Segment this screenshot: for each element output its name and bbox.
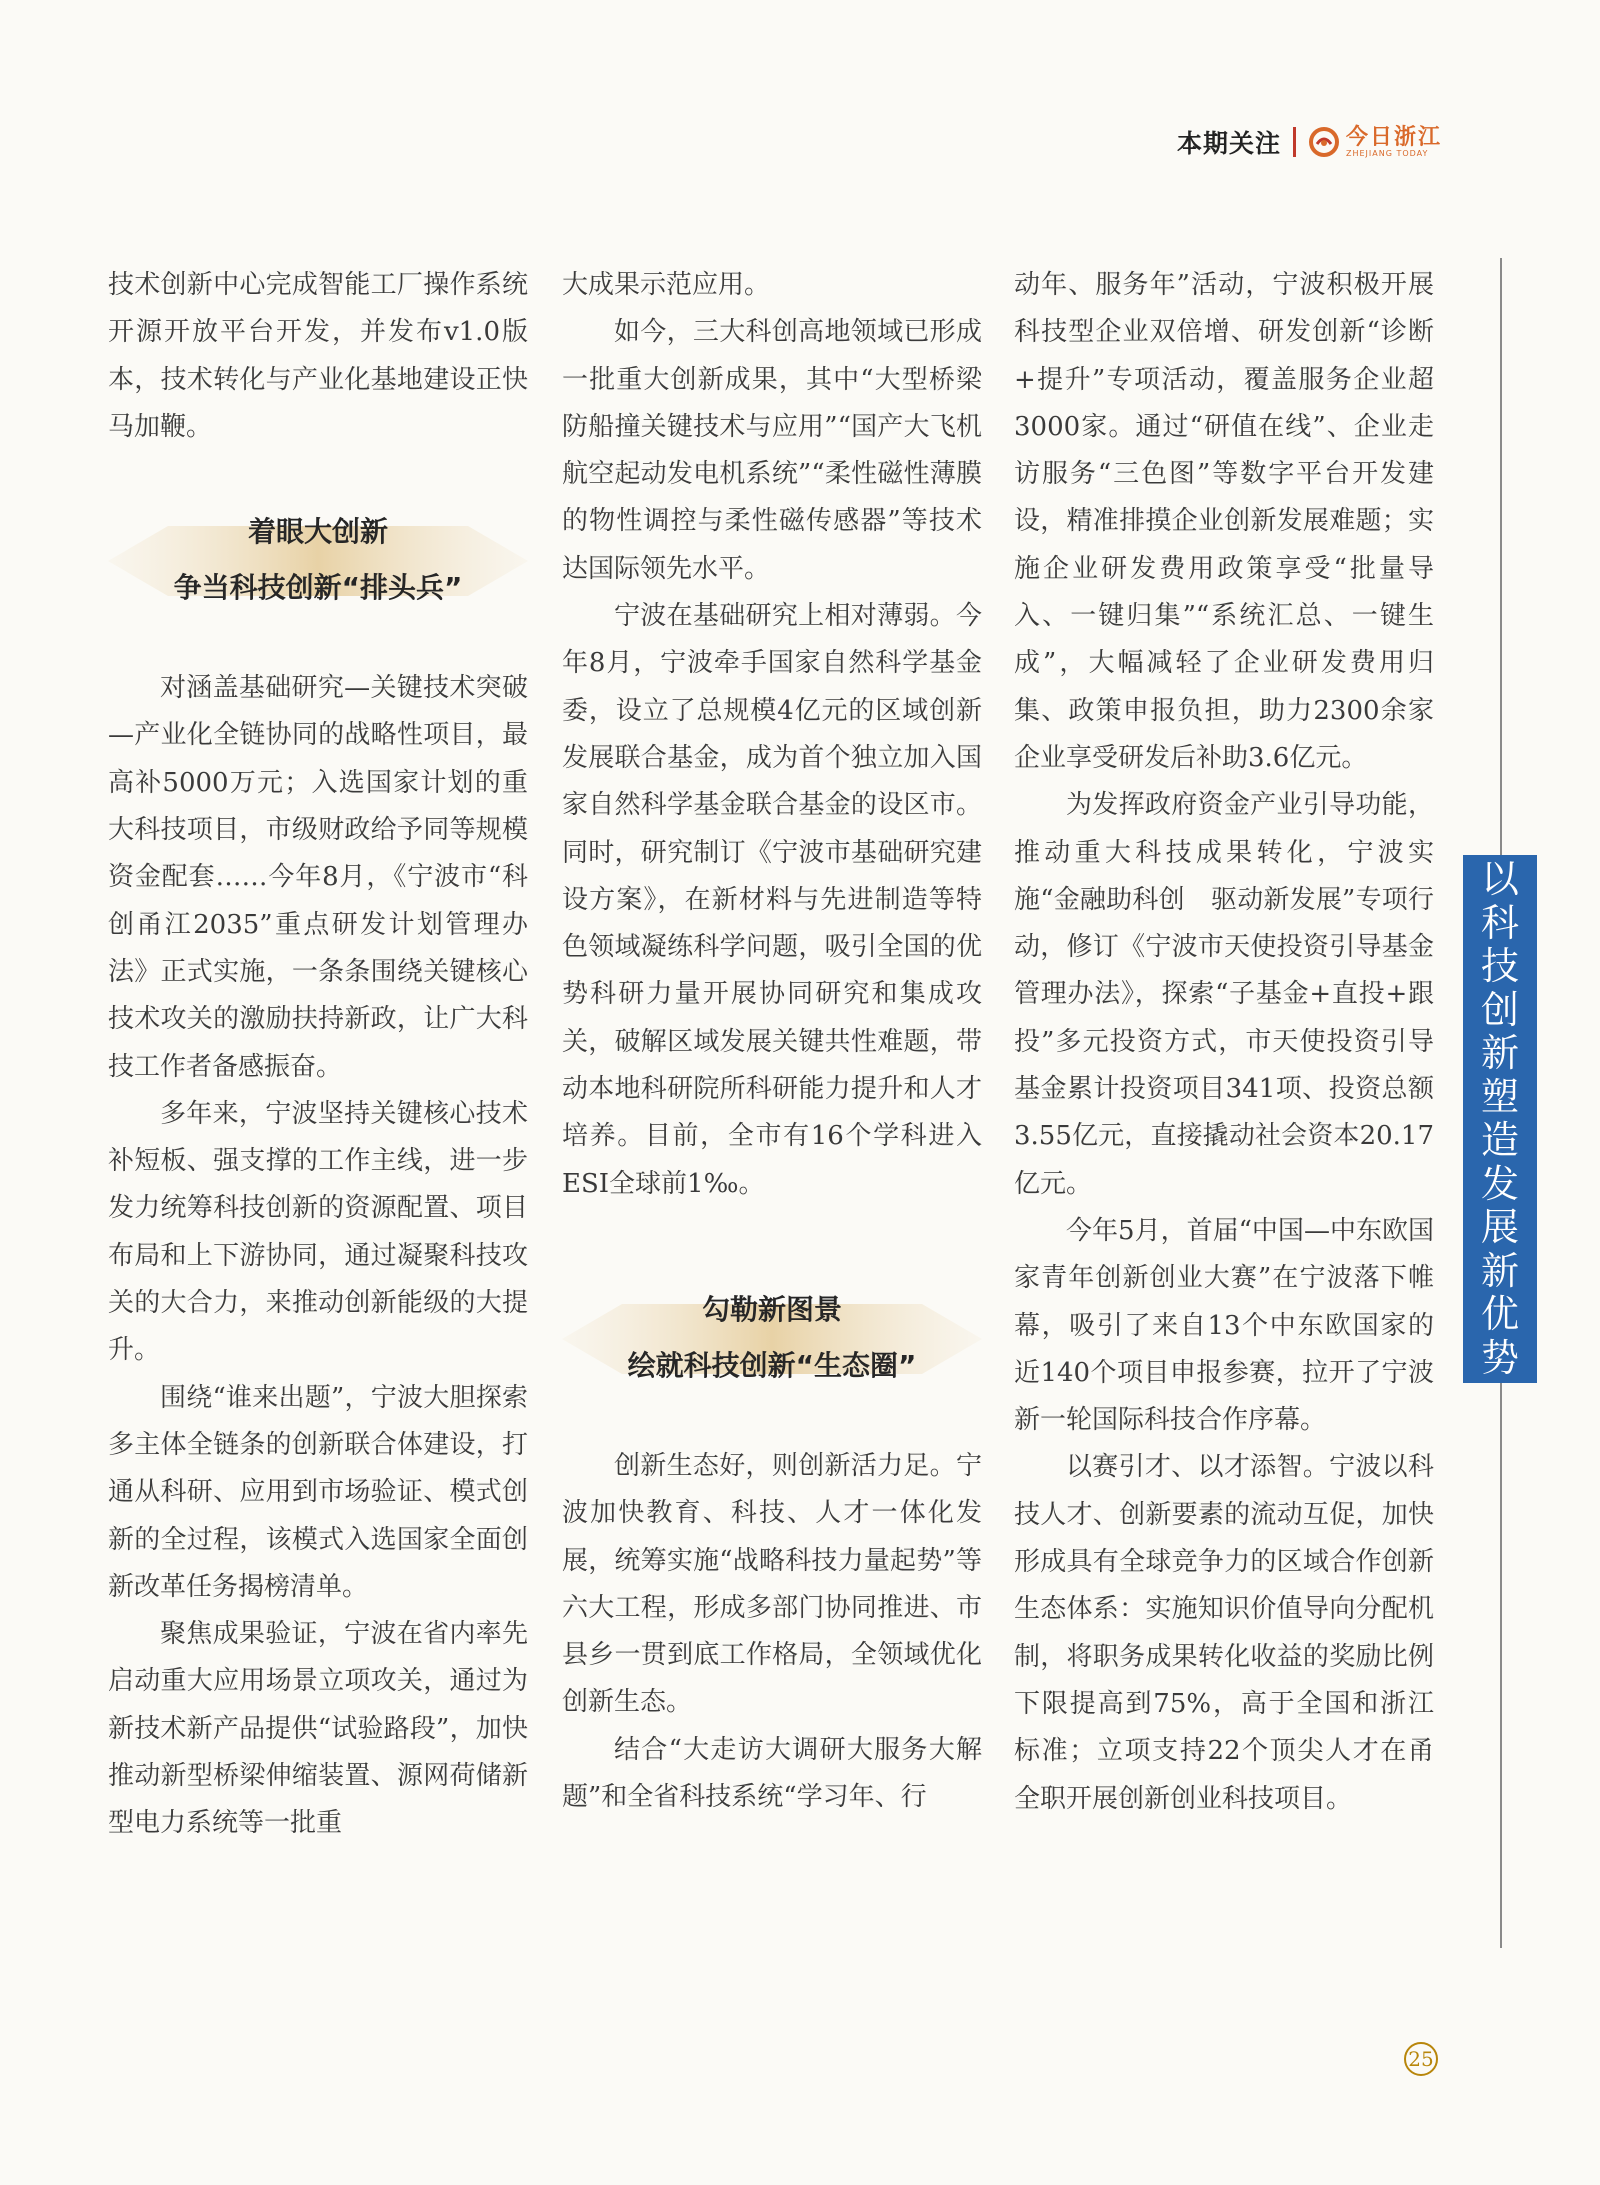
paragraph: 以赛引才、以才添智。宁波以科技人才、创新要素的流动互促，加快形成具有全球竞争力的区域合作创新生态体系：实施知识价值导向分配机制，将职务成果转化收益的奖励比例下限提高到75%，高于全国和浙江标准；立项支持22个顶尖人才在甬全职开展创新创业科技项目。 — [1014, 1452, 1434, 1814]
sidebar-char: 展 — [1480, 1205, 1519, 1249]
paragraph: 为发挥政府资金产业引导功能，推动重大科技成果转化，宁波实施“金融助科创 驱动新发展”专项行动，修订《宁波市天使投资引导基金管理办法》，探索“子基金+直投+跟投”多元投资方式，市天使投资引导基金累计投资项目341项、投资总额3.55亿元，直接撬动社会资本20.17亿元。 — [1014, 790, 1434, 1199]
page-number: 25 — [1404, 2042, 1438, 2076]
heading-line-2: 争当科技创新“排头兵” — [173, 571, 463, 605]
sidebar-char: 优 — [1480, 1292, 1519, 1336]
paragraph: 今年5月，首届“中国—中东欧国家青年创新创业大赛”在宁波落下帷幕，吸引了来自13个中东欧国家的近140个项目申报参赛，拉开了宁波新一轮国际科技合作序幕。 — [1014, 1215, 1434, 1436]
sidebar-char: 新 — [1480, 1031, 1519, 1075]
heading-line-1: 勾勒新图景 — [701, 1292, 842, 1326]
sidebar-char: 科 — [1480, 900, 1519, 945]
sidebar-char: 造 — [1480, 1118, 1519, 1162]
section-heading — [108, 488, 528, 634]
paragraph: 大成果示范应用。 — [562, 270, 771, 300]
paragraph: 技术创新中心完成智能工厂操作系统开源开放平台开发，并发布v1.0版本，技术转化与产业化基地建设正快马加鞭。 — [108, 270, 528, 442]
paragraph: 宁波在基础研究上相对薄弱。今年8月，宁波牵手国家自然科学基金委，设立了总规模4亿元的区域创新发展联合基金，成为首个独立加入国家自然科学基金联合基金的设区市。同时，研究制订《宁波市基础研究建设方案》，在新材料与先进制造等特色领域凝练科学问题，吸引全国的优势科研力量开展协同研究和集成攻关，破解区域发展关键共性难题，带动本地科研院所科研能力提升和人才培养。目前，全市有16个学科进入ESI全球前1‰。 — [562, 601, 982, 1199]
paragraph: 如今，三大科创高地领域已形成一批重大创新成果，其中“大型桥梁防船撞关键技术与应用”“国产大飞机航空起动发电机系统”“柔性磁性薄膜的物性调控与柔性磁传感器”等技术达国际领先水平。 — [562, 317, 982, 584]
heading-line-2: 绘就科技创新“生态圈” — [627, 1348, 917, 1382]
sidebar-char: 势 — [1480, 1335, 1519, 1380]
sidebar-char: 发 — [1480, 1161, 1519, 1206]
section-label: 本期关注 — [1176, 129, 1281, 158]
page-header — [1177, 118, 1442, 166]
paragraph: 围绕“谁来出题”，宁波大胆探索多主体全链条的创新联合体建设，打通从科研、应用到市场验证、模式创新的全过程，该模式入选国家全面创新改革任务揭榜清单。 — [108, 1382, 528, 1602]
column-2 — [562, 262, 982, 1821]
paragraph: 多年来，宁波坚持关键核心技术补短板、强支撑的工作主线，进一步发力统筹科技创新的资源配置、项目布局和上下游协同，通过凝聚科技攻关的大合力，来推动创新能级的大提升。 — [108, 1098, 528, 1366]
sidebar-char: 以 — [1480, 857, 1519, 901]
header-divider — [1293, 127, 1296, 157]
sidebar-char: 技 — [1480, 944, 1519, 988]
sidebar-char: 塑 — [1480, 1074, 1519, 1119]
heading-line-1: 着眼大创新 — [247, 515, 388, 549]
paragraph: 结合“大走访大调研大服务大解题”和全省科技系统“学习年、行 — [562, 1734, 982, 1813]
sidebar-char: 创 — [1480, 987, 1519, 1032]
column-1 — [108, 262, 528, 1848]
section-heading — [562, 1266, 982, 1412]
logo-text-cn: 今日浙江 — [1345, 124, 1442, 150]
paragraph: 聚焦成果验证，宁波在省内率先启动重大应用场景立项攻关，通过为新技术新产品提供“试验路段”，加快推动新型桥梁伸缩装置、源网荷储新型电力系统等一批重 — [108, 1619, 528, 1839]
sidebar-title-box — [1463, 855, 1537, 1383]
magazine-logo — [1308, 126, 1442, 158]
paragraph: 对涵盖基础研究—关键技术突破—产业化全链协同的战略性项目，最高补5000万元；入选国家计划的重大科技项目，市级财政给予同等规模资金配套……今年8月，《宁波市“科创甬江2035”重点研发计划管理办法》正式实施，一条条围绕关键核心技术攻关的激励扶持新政，让广大科技工作者备感振奋。 — [108, 673, 528, 1082]
logo-text-en: ZHEJIANG TODAY — [1345, 149, 1429, 158]
column-3 — [1014, 262, 1434, 1823]
paragraph: 创新生态好，则创新活力足。宁波加快教育、科技、人才一体化发展，统筹实施“战略科技力量起势”等六大工程，形成多部门协同推进、市县乡一贯到底工作格局，全领域优化创新生态。 — [562, 1450, 982, 1718]
logo-icon — [1308, 126, 1340, 158]
paragraph: 动年、服务年”活动，宁波积极开展科技型企业双倍增、研发创新“诊断+提升”专项活动，覆盖服务企业超3000家。通过“研值在线”、企业走访服务“三色图”等数字平台开发建设，精准排摸企业创新发展难题；实施企业研发费用政策享受“批量导入、一键归集”“系统汇总、一键生成”，大幅减轻了企业研发费用归集、政策申报负担，助力2300余家企业享受研发后补助3.6亿元。 — [1014, 270, 1434, 773]
sidebar-char: 新 — [1480, 1248, 1519, 1293]
